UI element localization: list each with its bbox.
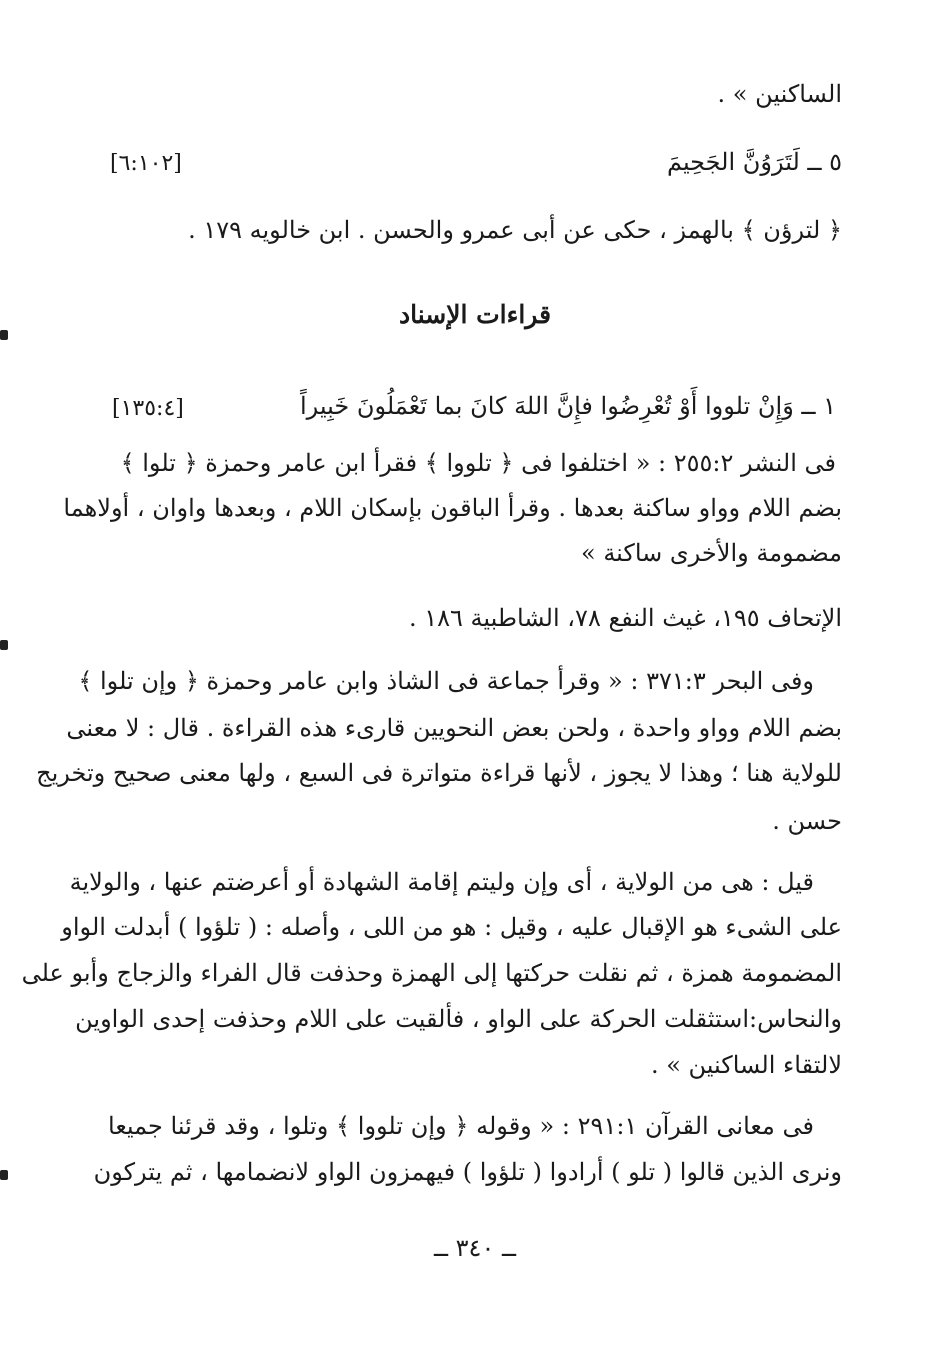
verse-5-note: ﴿ لترؤن ﴾ بالهمز ، حكى عن أبى عمرو والحسن . ابن خالويه ١٧٩ . (188, 216, 842, 244)
scan-edge-mark (0, 640, 8, 650)
verse-5-reference: [٦:١٠٢] (110, 151, 182, 176)
section-title: قراءات الإسناد (398, 300, 552, 329)
paragraph-line: قيل : هى من الولاية ، أى وإن وليتم إقامة الشهادة أو أعرضتم عنها ، والولاية (69, 868, 814, 896)
paragraph-line: والنحاس:استثقلت الحركة على الواو ، فألقيت على اللام وحذفت إحدى الواوين (75, 1005, 842, 1033)
paragraph-line: فى النشر ٢٥٥:٢ : « اختلفوا فى ﴿ تلووا ﴾ فقرأ ابن عامر وحمزة ﴿ تلوا ﴾ (120, 449, 836, 477)
paragraph-line: للولاية هنا ؛ وهذا لا يجوز ، لأنها قراءة متواترة فى السبع ، ولها معنى صحيح وتخريج (36, 759, 842, 787)
scan-edge-mark (0, 1170, 8, 1180)
paragraph-line: ونرى الذين قالوا ( تلو ) أرادوا ( تلؤوا ) فيهمزون الواو لانضمامها ، ثم يتركون (93, 1158, 842, 1186)
paragraph-line: بضم اللام وواو واحدة ، ولحن بعض النحويين قارىء هذه القراءة . قال : لا معنى (66, 714, 842, 742)
paragraph-line: حسن . (772, 807, 842, 835)
paragraph-line: المضمومة همزة ، ثم نقلت حركتها إلى الهمزة وحذفت قال الفراء والزجاج وأبو على (21, 959, 842, 987)
verse-1-reference: [١٣٥:٤] (112, 396, 184, 421)
paragraph-line: لالتقاء الساكنين » . (650, 1051, 842, 1079)
paragraph-line: مضمومة والأخرى ساكنة » (581, 539, 842, 567)
verse-5: ٥ ــ لَتَرَوُنَّ الجَحِيمَ (666, 148, 842, 176)
paragraph-line: بضم اللام وواو ساكنة بعدها . وقرأ الباقون بإسكان اللام ، وبعدها واوان ، أولاهما (63, 494, 842, 522)
page-number: ــ ٣٤٠ ــ (433, 1234, 517, 1262)
paragraph-line: وفى البحر ٣٧١:٣ : « وقرأ جماعة فى الشاذ وابن عامر وحمزة ﴿ وإن تلوا ﴾ (78, 667, 814, 695)
paragraph-line: فى معانى القرآن ٢٩١:١ : « وقوله ﴿ وإن تلووا ﴾ وتلوا ، وقد قرئنا جميعا (108, 1112, 814, 1140)
paragraph-line: على الشىء هو الإقبال عليه ، وقيل : هو من اللى ، وأصله : ( تلؤوا ) أبدلت الواو (61, 913, 842, 941)
references-line: الإتحاف ١٩٥، غيث النفع ٧٨، الشاطبية ١٨٦ . (408, 604, 842, 632)
scan-edge-mark (0, 330, 8, 340)
verse-1: ١ ــ وَإِنْ تلووا أَوْ تُعْرِضُوا فإِنَّ اللهَ كانَ بما تَعْمَلُونَ خَبِيراً (299, 392, 836, 420)
top-line: الساكنين » . (717, 80, 842, 108)
